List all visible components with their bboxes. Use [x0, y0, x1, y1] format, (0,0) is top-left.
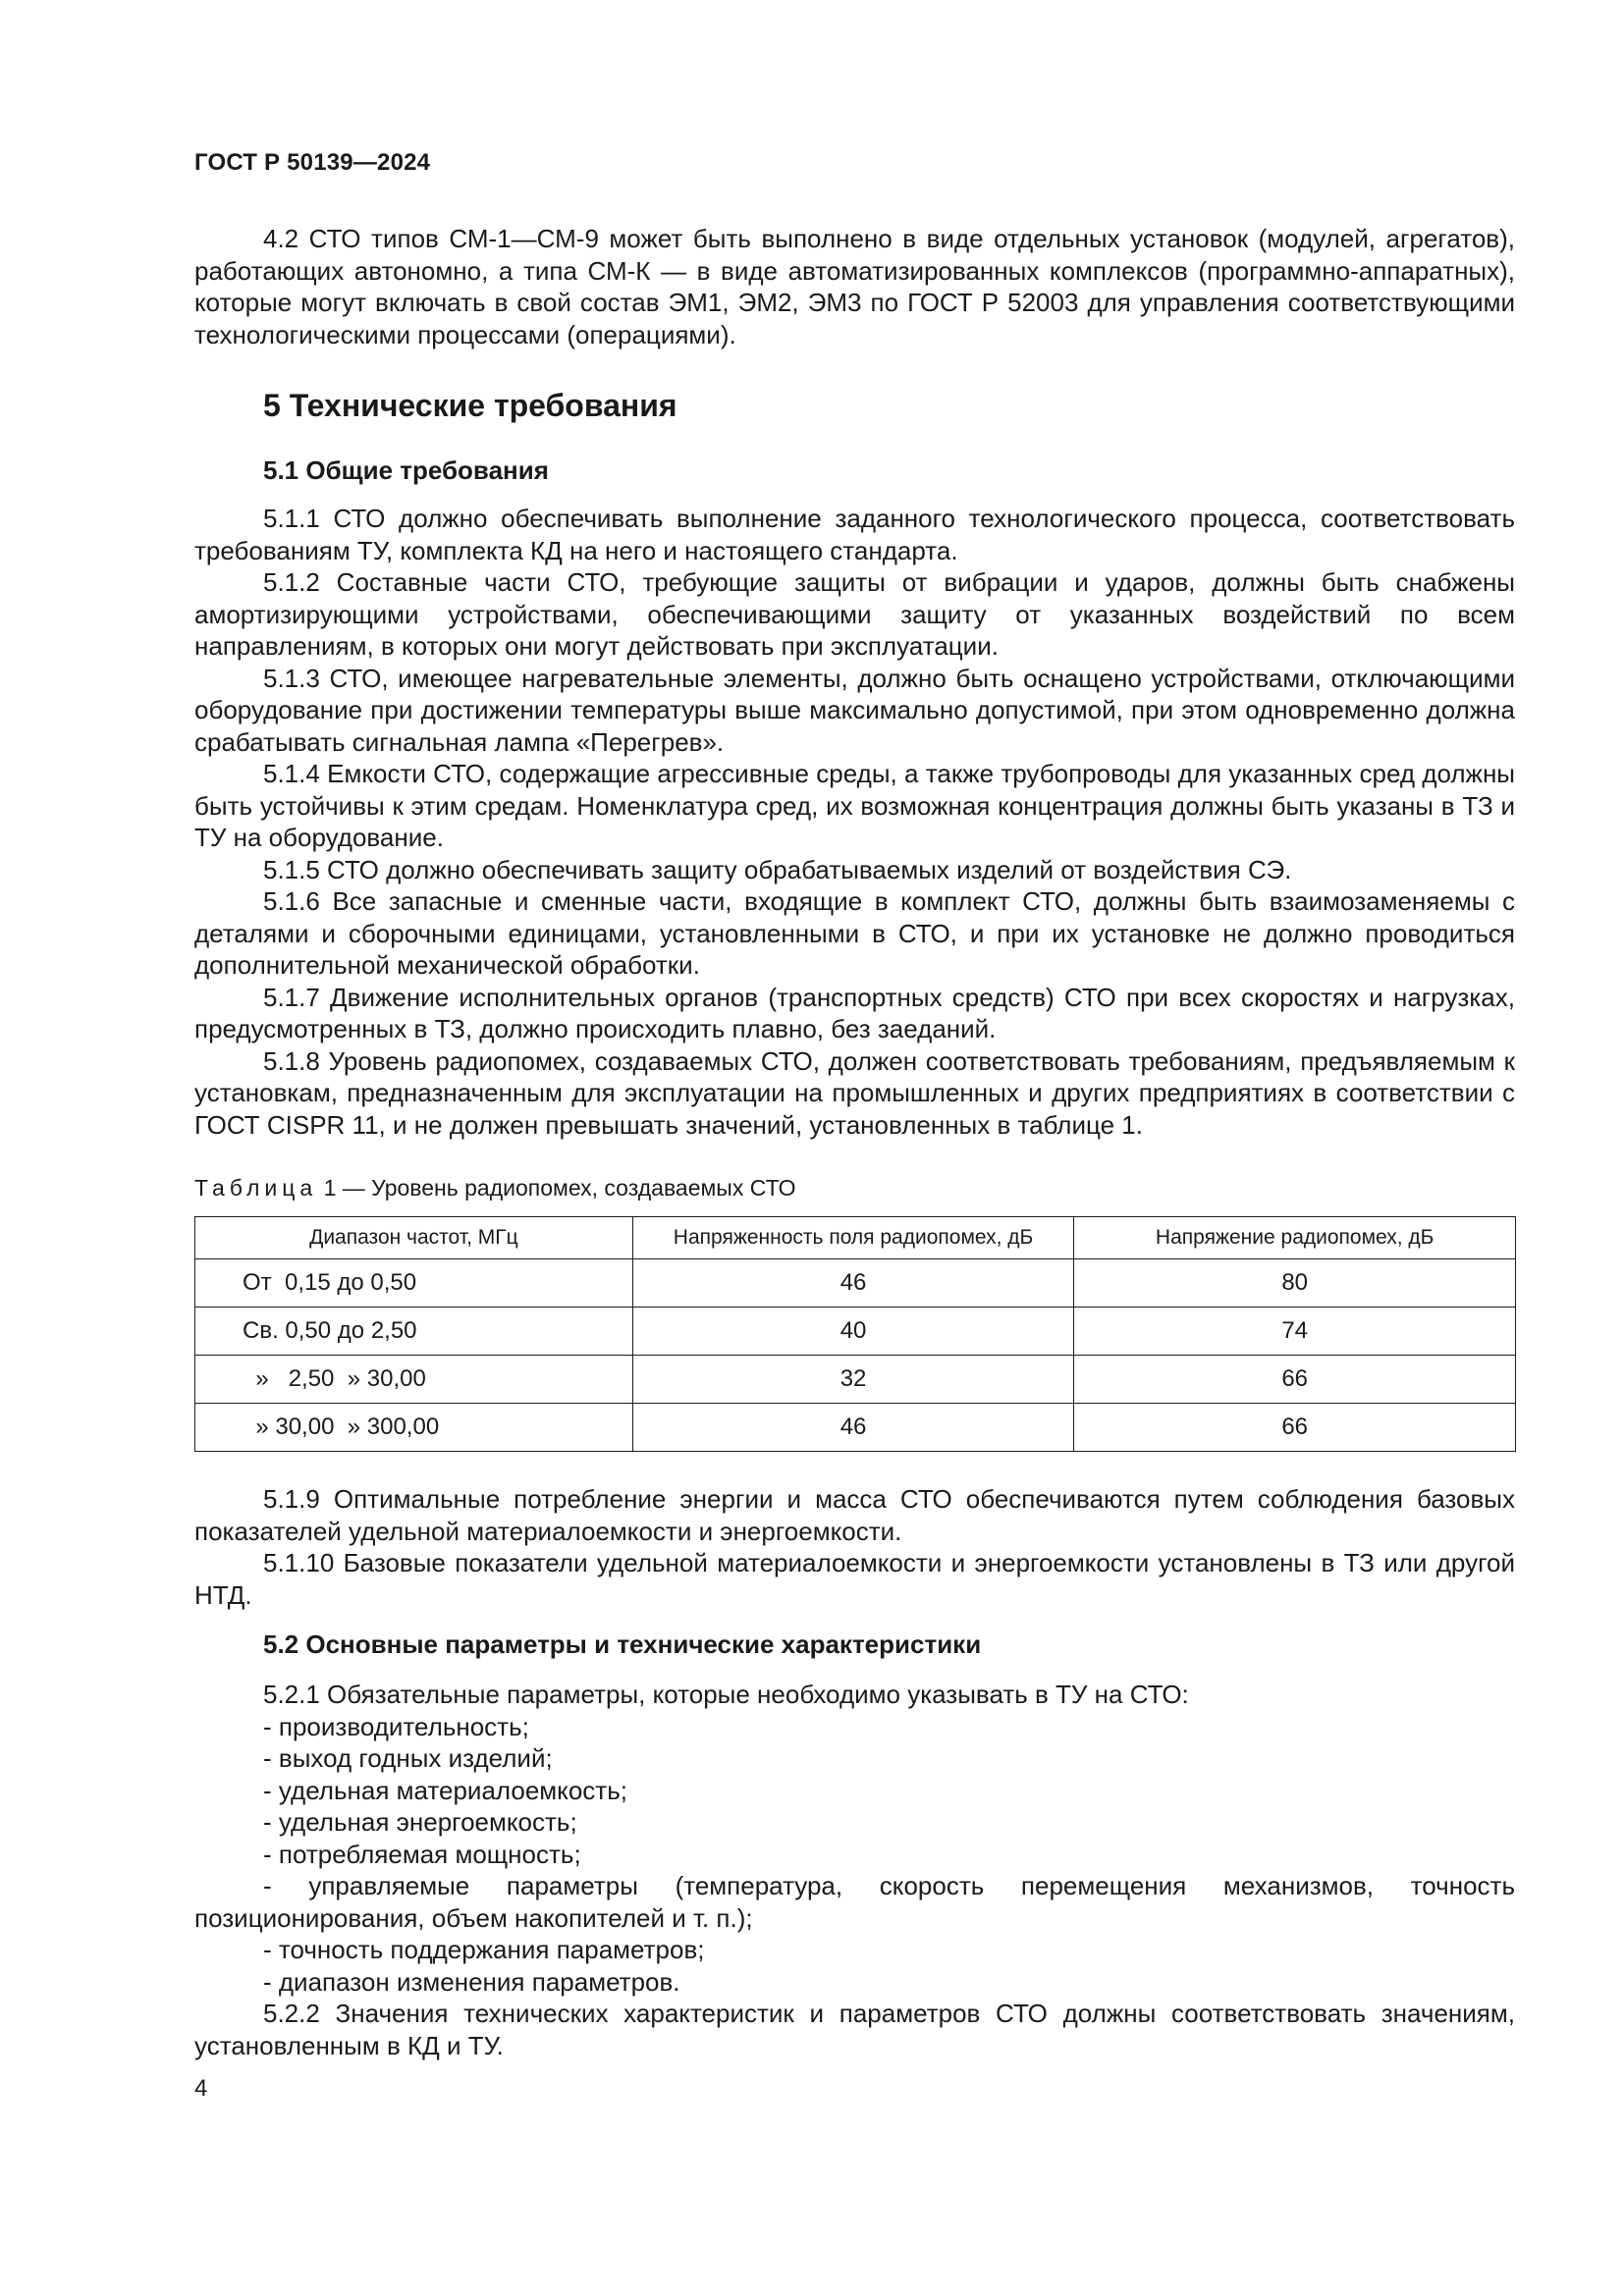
section-5-1-title: 5.1 Общие требования — [263, 455, 549, 485]
header-voltage: Напряжение радиопомех, дБ — [1074, 1217, 1516, 1259]
cell-field-strength: 46 — [632, 1259, 1074, 1308]
cell-range: » 30,00 » 300,00 — [195, 1404, 633, 1452]
radio-interference-table — [194, 1216, 1516, 1452]
list-item: - удельная материалоемкость; — [263, 1775, 627, 1805]
section-5-1-body — [194, 503, 1515, 1141]
header-frequency-range: Диапазон частот, МГц — [195, 1217, 633, 1259]
table-row — [195, 1404, 1516, 1452]
cell-range: » 2,50 » 30,00 — [195, 1356, 633, 1404]
cell-voltage: 66 — [1074, 1356, 1516, 1404]
cell-field-strength: 46 — [632, 1404, 1074, 1452]
table-header-row — [195, 1217, 1516, 1259]
cell-field-strength: 32 — [632, 1356, 1074, 1404]
document-header: ГОСТ Р 50139—2024 — [194, 149, 431, 176]
section-5-2-title: 5.2 Основные параметры и технические характеристики — [263, 1629, 982, 1659]
cell-voltage: 80 — [1074, 1259, 1516, 1308]
cell-field-strength: 40 — [632, 1308, 1074, 1356]
paragraph-5-1-8: 5.1.8 Уровень радиопомех, создаваемых СТО, должен соответствовать требованиям, предъявляемым к установкам, предназначенным для эксплуатации на промышленных и других предприятиях в соответствии с ГОСТ CISPR 11, и не должен превышать значений, установленных в таблице 1. — [194, 1045, 1515, 1140]
table-caption-prefix: Таблица — [194, 1175, 318, 1201]
after-table-body — [194, 1483, 1515, 1611]
list-item: - управляемые параметры (температура, скорость перемещения механизмов, точность позиционирования, объем накопителей и т. п.); — [194, 1871, 1515, 1933]
list-item: - выход годных изделий; — [263, 1743, 553, 1773]
table-row — [195, 1259, 1516, 1308]
header-field-strength: Напряженность поля радиопомех, дБ — [632, 1217, 1074, 1259]
section-5-title: 5 Технические требования — [263, 388, 677, 423]
cell-range: Св. 0,50 до 2,50 — [195, 1308, 633, 1356]
intro-block — [194, 223, 1515, 350]
list-item: - производительность; — [263, 1711, 529, 1741]
paragraph-5-1-6: 5.1.6 Все запасные и сменные части, входящие в комплект СТО, должны быть взаимозаменяемы с деталями и сборочными единицами, установленными в СТО, и при их установке не должно проводиться дополнительной механической обработки. — [194, 886, 1515, 980]
paragraph-5-2-1: 5.2.1 Обязательные параметры, которые необходимо указывать в ТУ на СТО: — [263, 1680, 1189, 1709]
paragraph-5-1-3: 5.1.3 СТО, имеющее нагревательные элементы, должно быть оснащено устройствами, отключающими оборудование при достижении температуры выше максимально допустимой, при этом одновременно должна срабатывать сигнальная лампа «Перегрев». — [194, 663, 1515, 757]
table-row — [195, 1308, 1516, 1356]
table-caption-text: 1 — Уровень радиопомех, создаваемых СТО — [317, 1175, 796, 1201]
paragraph-5-1-7: 5.1.7 Движение исполнительных органов (транспортных средств) СТО при всех скоростях и нагрузках, предусмотренных в ТЗ, должно происходить плавно, без заеданий. — [194, 982, 1515, 1043]
list-item: - точность поддержания параметров; — [263, 1935, 705, 1964]
paragraph-5-2-2: 5.2.2 Значения технических характеристик и параметров СТО должны соответствовать значениям, установленным в КД и ТУ. — [194, 1999, 1515, 2060]
section-5-2-body — [194, 1679, 1515, 2061]
table-row — [195, 1356, 1516, 1404]
paragraph-4-2: 4.2 СТО типов СМ-1—СМ-9 может быть выполнено в виде отдельных установок (модулей, агрегатов), работающих автономно, а типа СМ-К — в виде автоматизированных комплексов (программно-аппаратных), которые могут включать в свой состав ЭМ1, ЭМ2, ЭМ3 по ГОСТ Р 52003 для управления соответствующими технологическими процессами (операциями). — [194, 224, 1515, 349]
cell-voltage: 66 — [1074, 1404, 1516, 1452]
paragraph-5-1-5: 5.1.5 СТО должно обеспечивать защиту обрабатываемых изделий от воздействия СЭ. — [263, 854, 1292, 884]
cell-voltage: 74 — [1074, 1308, 1516, 1356]
list-item: - диапазон изменения параметров. — [263, 1966, 680, 1997]
paragraph-5-1-9: 5.1.9 Оптимальные потребление энергии и масса СТО обеспечиваются путем соблюдения базовых показателей удельной материалоемкости и энергоемкости. — [194, 1484, 1515, 1546]
page-number: 4 — [194, 2075, 208, 2102]
paragraph-5-1-4: 5.1.4 Емкости СТО, содержащие агрессивные среды, а также трубопроводы для указанных сред должны быть устойчивы к этим средам. Номенклатура сред, их возможная концентрация должны быть указаны в ТЗ и ТУ на оборудование. — [194, 759, 1515, 852]
cell-range: От 0,15 до 0,50 — [195, 1259, 633, 1308]
paragraph-5-1-2: 5.1.2 Составные части СТО, требующие защиты от вибрации и ударов, должны быть снабжены амортизирующими устройствами, обеспечивающими защиту от указанных воздействий по всем направлениям, в которых они могут действовать при эксплуатации. — [194, 567, 1515, 661]
paragraph-5-1-1: 5.1.1 СТО должно обеспечивать выполнение заданного технологического процесса, соответствовать требованиям ТУ, комплекта КД на него и настоящего стандарта. — [194, 504, 1515, 565]
table-1-caption — [194, 1175, 795, 1201]
paragraph-5-1-10: 5.1.10 Базовые показатели удельной материалоемкости и энергоемкости установлены в ТЗ или другой НТД. — [194, 1548, 1515, 1610]
list-item: - удельная энергоемкость; — [263, 1807, 577, 1837]
list-item: - потребляемая мощность; — [263, 1839, 581, 1869]
